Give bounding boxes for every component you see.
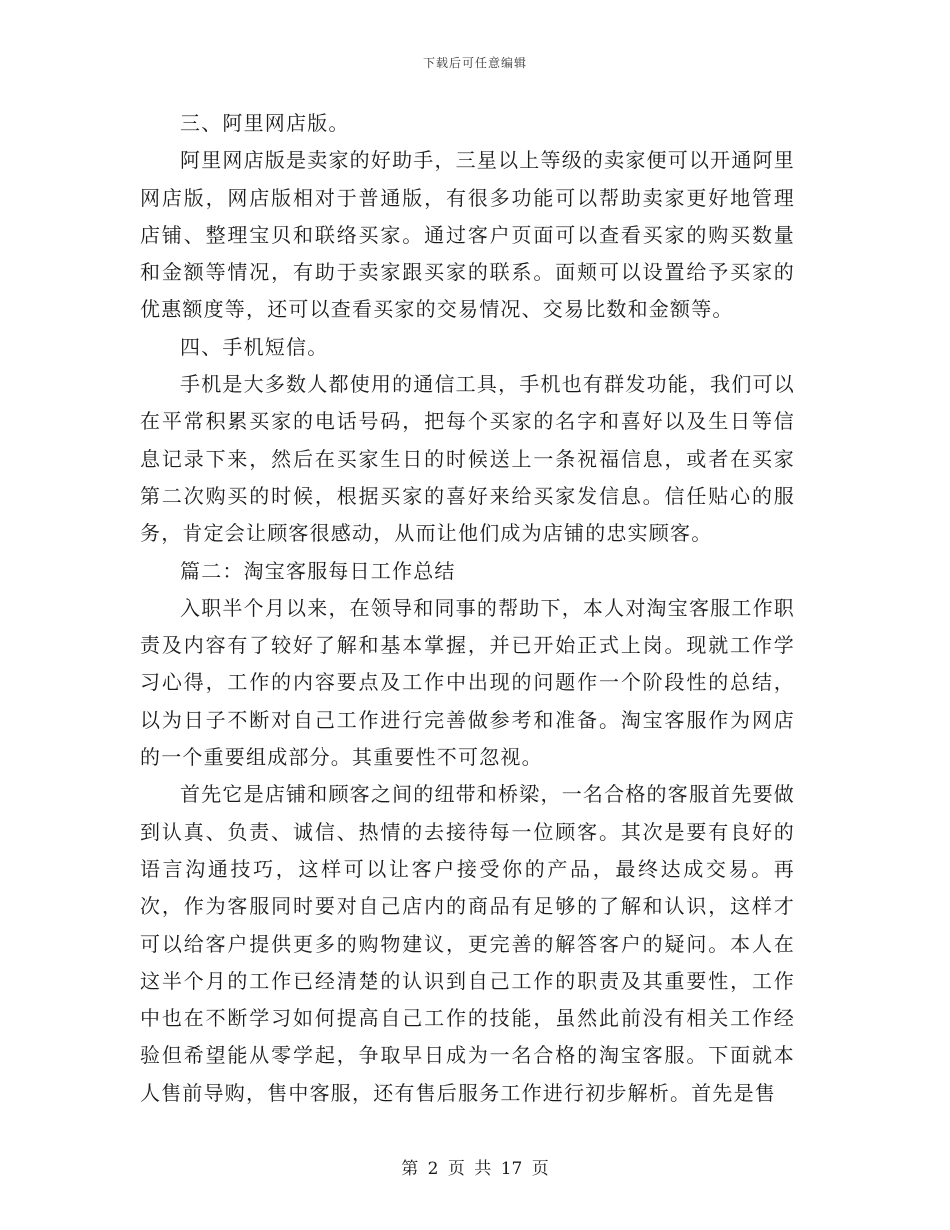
page-header: 下载后可任意编辑: [422, 56, 527, 70]
paragraph-role: 首先它是店铺和顾客之间的纽带和桥梁，一名合格的客服首先要做到认真、负责、诚信、热情的去接待每一位顾客。其次是要有良好的语言沟通技巧，这样可以让客户接受你的产品，最终达成交易。再次，作为客服同时要对自己店内的商品有足够的了解和认识，这样才可以给客户提供更多的购物建议，更完善的解答客户的疑问。本人在这半个月的工作已经清楚的认识到自己工作的职责及其重要性，工作中也在不断学习如何提高自己工作的技能，虽然此前没有相关工作经验但希望能从零学起，争取早日成为一名合格的淘宝客服。下面就本人售前导购，售中客服，还有售后服务工作进行初步解析。首先是售: [140, 782, 795, 1105]
paragraph-intro: 入职半个月以来，在领导和同事的帮助下，本人对淘宝客服工作职责及内容有了较好了解和基本掌握，并已开始正式上岗。现就工作学习心得，工作的内容要点及工作中出现的问题作一个阶段性的总结，以为日子不断对自己工作进行完善做参考和准备。淘宝客服作为网店的一个重要组成部分。其重要性不可忽视。: [140, 595, 795, 770]
paragraph-aliwangdian: 阿里网店版是卖家的好助手，三星以上等级的卖家便可以开通阿里网店版，网店版相对于普通版，有很多功能可以帮助卖家更好地管理店铺、整理宝贝和联络买家。通过客户页面可以查看买家的购买数量和金额等情况，有助于卖家跟买家的联系。面颊可以设置给予买家的优惠额度等，还可以查看买家的交易情况、交易比数和金额等。: [140, 148, 795, 322]
chapter-heading-part-two: 篇二：淘宝客服每日工作总结: [180, 558, 456, 583]
document-body: [140, 105, 795, 1112]
section-heading-sms: 四、手机短信。: [180, 334, 329, 359]
paragraph-sms: 手机是大多数人都使用的通信工具，手机也有群发功能，我们可以在平常积累买家的电话号码，把每个买家的名字和喜好以及生日等信息记录下来，然后在买家生日的时候送上一条祝福信息，或者在买家第二次购买的时候，根据买家的喜好来给买家发信息。信任贴心的服务，肯定会让顾客很感动，从而让他们成为店铺的忠实顾客。: [140, 372, 795, 546]
page-footer: 第 2 页 共 17 页: [401, 1159, 549, 1179]
section-heading-aliwangdian: 三、阿里网店版。: [180, 111, 350, 135]
